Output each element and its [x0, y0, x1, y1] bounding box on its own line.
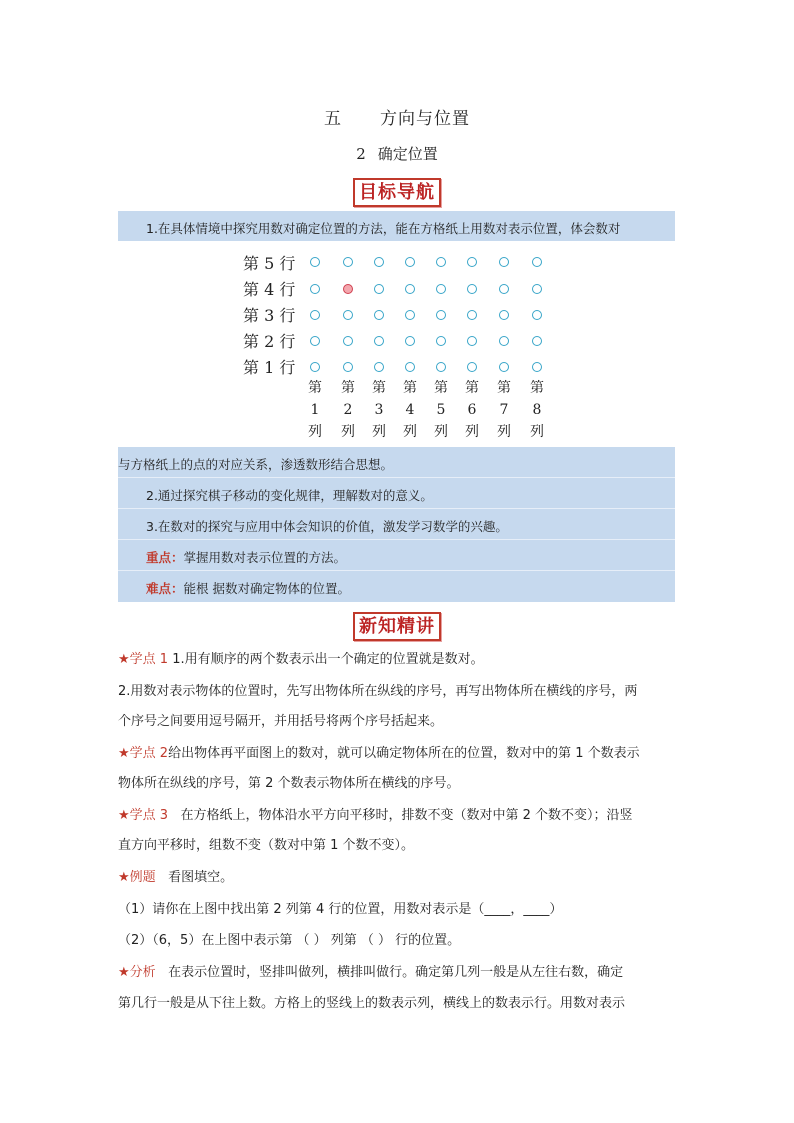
column-label-2-c: 列	[341, 424, 355, 440]
column-label-5-c: 列	[434, 424, 448, 440]
grid-dot-c7-r3	[499, 310, 509, 320]
goal-2-text: 2.通过探究棋子移动的变化规律，理解数对的意义。	[146, 488, 433, 503]
grid-dot-c4-r1	[405, 362, 415, 372]
grid-dot-c7-r1	[499, 362, 509, 372]
grid-dot-c5-r2	[436, 336, 446, 346]
grid-dot-c4-r5	[405, 257, 415, 267]
section-title	[0, 143, 794, 164]
column-label-1	[306, 377, 324, 443]
key-point	[146, 548, 346, 566]
grid-dot-c2-r3	[343, 310, 353, 320]
row-label-5: 第 5 行	[243, 254, 296, 273]
analysis-label: 分析	[129, 965, 156, 980]
column-label-6-a: 第	[465, 380, 479, 396]
grid-dot-c6-r3	[467, 310, 477, 320]
grid-dot-c8-r5	[532, 257, 542, 267]
column-label-6	[463, 377, 481, 443]
column-label-4-b: 4	[405, 402, 415, 418]
grid-dot-c1-r4	[310, 284, 320, 294]
grid-dot-c8-r3	[532, 310, 542, 320]
grid-dot-c2-r2	[343, 336, 353, 346]
grid-dot-c5-r1	[436, 362, 446, 372]
point-1-item-2-line-2: 个序号之间要用逗号隔开，并用括号将两个序号括起来。	[118, 714, 444, 729]
grid-dot-c3-r5	[374, 257, 384, 267]
column-label-3-a: 第	[372, 380, 386, 396]
column-label-2	[339, 377, 357, 443]
grid-dot-c7-r5	[499, 257, 509, 267]
grid-dot-c2-r4	[343, 284, 353, 294]
point-2-label: 学点 2	[129, 746, 169, 761]
difficulty-point	[146, 579, 350, 597]
column-label-1-a: 第	[308, 380, 322, 396]
grid-dot-c3-r4	[374, 284, 384, 294]
analysis-line-1: 在表示位置时，竖排叫做列，横排叫做行。确定第几列一般是从左往右数，确定	[168, 965, 624, 980]
key-point-text: 掌握用数对表示位置的方法。	[183, 550, 347, 565]
grid-dot-c8-r2	[532, 336, 542, 346]
knowledge-heading: 新知精讲	[353, 612, 441, 641]
column-label-5-b: 5	[436, 402, 446, 418]
row-label-2: 第 2 行	[243, 332, 296, 351]
grid-dot-c8-r1	[532, 362, 542, 372]
goal-1-text: 1.在具体情境中探究用数对确定位置的方法，能在方格纸上用数对表示位置，体会数对	[146, 221, 621, 236]
star-icon: ★	[118, 965, 130, 980]
analysis	[118, 965, 678, 981]
knowledge-point-1	[118, 652, 678, 668]
column-label-4-a: 第	[403, 380, 417, 396]
difficulty-text: 能根 据数对确定物体的位置。	[183, 581, 350, 596]
example-label: 例题	[129, 870, 156, 885]
column-label-1-c: 列	[308, 424, 322, 440]
knowledge-point-2	[118, 746, 678, 762]
grid-dot-c7-r2	[499, 336, 509, 346]
point-1-label: 学点 1	[129, 652, 169, 667]
column-label-7	[495, 377, 513, 443]
grid-dot-c4-r3	[405, 310, 415, 320]
column-label-7-b: 7	[499, 402, 509, 418]
column-label-5	[432, 377, 450, 443]
example	[118, 870, 678, 886]
column-label-7-c: 列	[497, 424, 511, 440]
goal-3-text: 3.在数对的探究与应用中体会知识的价值，激发学习数学的兴趣。	[146, 519, 508, 534]
chapter-number: 五	[324, 109, 342, 129]
knowledge-point-3	[118, 808, 678, 824]
grid-dot-c6-r2	[467, 336, 477, 346]
star-icon: ★	[118, 870, 130, 885]
column-label-8-b: 8	[532, 402, 542, 418]
grid-dot-c4-r4	[405, 284, 415, 294]
column-label-6-c: 列	[465, 424, 479, 440]
point-2-line-2: 物体所在纵线的序号，第 2 个数表示物体所在横线的序号。	[118, 776, 460, 791]
column-label-4-c: 列	[403, 424, 417, 440]
column-label-8-c: 列	[530, 424, 544, 440]
chapter-title	[0, 104, 794, 129]
grid-dot-c2-r1	[343, 362, 353, 372]
point-3-line-2: 直方向平移时，组数不变（数对中第 1 个数不变）。	[118, 838, 415, 853]
point-3-line-1: 在方格纸上，物体沿水平方向平移时，排数不变（数对中第 2 个数不变）；沿竖	[180, 808, 633, 823]
column-label-3-b: 3	[374, 402, 384, 418]
difficulty-label: 难点：	[146, 581, 184, 596]
analysis-line-2: 第几行一般是从下往上数。方格上的竖线上的数表示列，横线上的数表示行。用数对表示	[118, 996, 626, 1011]
column-label-1-b: 1	[310, 402, 320, 418]
column-label-3-c: 列	[372, 424, 386, 440]
column-label-6-b: 6	[467, 402, 477, 418]
column-label-2-b: 2	[343, 402, 353, 418]
grid-dot-c1-r3	[310, 310, 320, 320]
grid-dot-c6-r4	[467, 284, 477, 294]
star-icon: ★	[118, 746, 130, 761]
grid-dot-c3-r1	[374, 362, 384, 372]
grid-dot-c1-r5	[310, 257, 320, 267]
row-label-1: 第 1 行	[243, 358, 296, 377]
grid-dot-c5-r3	[436, 310, 446, 320]
column-label-2-a: 第	[341, 380, 355, 396]
column-label-5-a: 第	[434, 380, 448, 396]
star-icon: ★	[118, 652, 130, 667]
section-name: 确定位置	[377, 145, 438, 163]
column-label-8-a: 第	[530, 380, 544, 396]
question-2: （2）（6，5）在上图中表示第 （ ） 列第 （ ） 行的位置。	[118, 933, 461, 948]
goal-1-continued: 与方格纸上的点的对应关系，渗透数形结合思想。	[118, 457, 394, 472]
grid-dot-c6-r5	[467, 257, 477, 267]
point-3-label: 学点 3	[129, 808, 169, 823]
point-2-line-1: 给出物体再平面图上的数对，就可以确定物体所在的位置，数对中的第 1 个数表示	[168, 746, 640, 761]
star-icon: ★	[118, 808, 130, 823]
grid-dot-c7-r4	[499, 284, 509, 294]
column-label-4	[401, 377, 419, 443]
grid-dot-c5-r5	[436, 257, 446, 267]
grid-dot-c1-r2	[310, 336, 320, 346]
column-label-8	[528, 377, 546, 443]
grid-dot-c3-r2	[374, 336, 384, 346]
goals-heading: 目标导航	[353, 178, 441, 207]
grid-dot-c2-r5	[343, 257, 353, 267]
grid-dot-c6-r1	[467, 362, 477, 372]
grid-dot-c5-r4	[436, 284, 446, 294]
row-label-3: 第 3 行	[243, 306, 296, 325]
grid-dot-c8-r4	[532, 284, 542, 294]
example-text: 看图填空。	[168, 870, 234, 885]
grid-dot-c4-r2	[405, 336, 415, 346]
point-1-text: 1.用有顺序的两个数表示出一个确定的位置就是数对。	[172, 652, 484, 667]
column-label-7-a: 第	[497, 380, 511, 396]
chapter-name: 方向与位置	[380, 109, 470, 129]
row-label-4: 第 4 行	[243, 280, 296, 299]
section-number: 2	[356, 145, 366, 163]
question-1: （1）请你在上图中找出第 2 列第 4 行的位置，用数对表示是（____，____）	[118, 902, 563, 917]
column-label-3	[370, 377, 388, 443]
grid-dot-c1-r1	[310, 362, 320, 372]
point-1-item-2-line-1: 2.用数对表示物体的位置时，先写出物体所在纵线的序号，再写出物体所在横线的序号，两	[118, 684, 638, 699]
grid-dot-c3-r3	[374, 310, 384, 320]
key-point-label: 重点：	[146, 550, 184, 565]
